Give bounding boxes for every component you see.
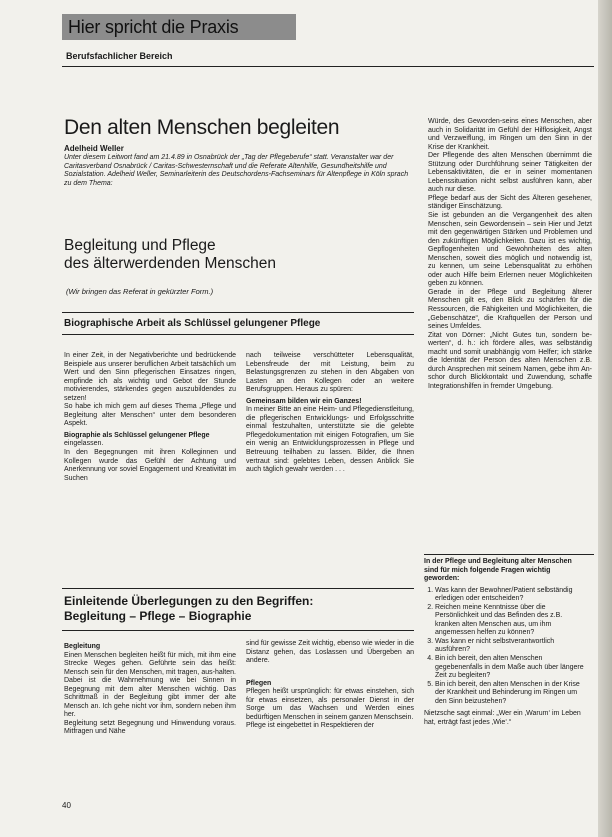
column-1 <box>64 352 236 483</box>
section2-rule <box>62 588 414 589</box>
col1-paragraph: So habe ich mich gern auf dieses Thema „Pflege und Begleitung alter Menschen“ unter dem besonderen Aspekt. <box>64 403 236 428</box>
article-intro: Unter diesem Leitwort fand am 21.4.89 in Osnabrück der „Tag der Pflegeberufe“ statt. Veranstalter war der Caritasverband Osnabrück / Caritas-Schwesternschaft und die Referate Altenhilfe, Gesundheitshilfe und Sozialstation. Adelheid Weller, Seminarleiterin des Deutschordens-Fachseminars für Altenpflege in Köln sprach zu dem Thema: <box>64 154 409 187</box>
col3-paragraph: Pflege bedarf aus der Sicht des Älteren gesehener, ständiger Einschätzung. <box>428 194 592 211</box>
subtitle-line-1: Begleitung und Pflege <box>64 237 216 254</box>
col3-paragraph: Würde, des Geworden-seins eines Menschen, aber auch in Solidarität im Gefühl der Hilflosigkeit, Angst und Verzweiflung, im Ringen um den Sinn in der Krise der Krankheit. <box>428 118 592 151</box>
col3-paragraph: Sie ist gebunden an die Vergangenheit des alten Menschen, sein Gewordensein – sein Hier und Jetzt mit den gegenwärtigen Stärken und Problemen und den zukünftigen Möglichkeiten. Dazu ist es wichtig, Gepflogenheiten und Gewohnheiten des alten Menschen, soweit dies möglich und notwendig ist, zu kennen, um seine Lebensqualität zu erhöhen oder auch Hilfe beim Erlernen neuer Möglichkeiten geben zu können. <box>428 212 592 288</box>
b2-paragraph: sind für gewisse Zeit wichtig, ebenso wie wieder in die Distanz gehen, das Loslassen und Übergeben an andere. <box>246 640 414 665</box>
editor-note: (Wir bringen das Referat in gekürzter Form.) <box>66 287 214 296</box>
b2-paragraph: Pflegen heißt ursprünglich: für etwas einstehen, sich für etwas einsetzen, als personaler Dienst in der Sorge um das Wachsen und Werden eines bedürftigen Menschen in seinem ganzen Menschsein. <box>246 688 414 721</box>
b1-paragraph: Begleitung setzt Begegnung und Hinwendung voraus. Mitfragen und Nähe <box>64 719 236 736</box>
article-title: Den alten Menschen begleiten <box>64 116 340 139</box>
col1-paragraph: In den Begegnungen mit ihren Kolleginnen und Kollegen wurde das Gefühl der Achtung und Anerkennung vor soviel Engagement und Kreativität im Suchen <box>64 449 236 482</box>
b2-subheading: Pflegen <box>246 679 272 687</box>
list-item: 1. Was kann der Bewohner/Patient selbständig erledigen oder entscheiden? <box>435 587 586 604</box>
rubric-label: Berufsfachlicher Bereich <box>66 51 173 61</box>
section1-heading: Biographische Arbeit als Schlüssel gelungener Pflege <box>64 318 321 329</box>
b2-paragraph: Pflege ist eingebettet in Respektieren der <box>246 722 375 730</box>
sidebox <box>424 558 586 727</box>
list-item: 5. Bin ich bereit, den alten Menschen in der Krise der Krankheit und Behinderung im Ringen um den Sinn beizustehen? <box>435 681 586 707</box>
list-item: 2. Reichen meine Kenntnisse über die Persönlichkeit und das Befinden des z.B. kranken alten Menschen aus, um ihm angemessen helfen zu können? <box>435 604 586 638</box>
column-2 <box>246 352 414 475</box>
section2-line-2: Begleitung – Pflege – Biographie <box>64 609 252 623</box>
section2-line-1: Einleitende Überlegungen zu den Begriffen: <box>64 594 314 608</box>
header-rule <box>62 66 594 67</box>
col3-paragraph: Der Pflegende des alten Menschen übernimmt die Stützung oder Durchführung seiner Tätigkeiten der Lebensaktivitäten, die er in seiner momentanen Lebenssituation nicht selbst ausführen kann, aber auch nur diese. <box>428 152 592 194</box>
list-item: 4. Bin ich bereit, den alten Menschen gegebenenfalls in dem Maße auch über längere Zeit zu begleiten? <box>435 655 586 681</box>
b1-subheading: Begleitung <box>64 643 101 650</box>
list-item: 3. Was kann er nicht selbstverantwortlich ausführen? <box>435 638 586 655</box>
article-author: Adelheid Weller <box>64 144 124 153</box>
column-3 <box>428 118 592 392</box>
col3-paragraph: Gerade in der Pflege und Begleitung älterer Menschen gilt es, den Blick zu schärfen für die Ressourcen, die Fähigkeiten und Möglichkeiten, die „Gebenschätze“, die Kraftquellen der Person und seines Umfeldes. <box>428 288 592 331</box>
col2-paragraph: nach teilweise verschütteter Lebensqualität, Lebensfreude der mit Leistung, beim zu Belastungsgrenzen zu stehen in den Abgaben von Lasten an den Kollegen oder an weitere Berufsgruppen. Heraus zu spüren: <box>246 352 414 394</box>
col2-paragraph: In meiner Bitte an eine Heim- und Pflegedienstleitung, die pflegerischen Entwicklungs- und Erfolgsschritte einmal festzuhalten, unterstützte sie die gelebte Pflegedokumentation mit einigen Fotografien, um Sie ein wenig an Entwicklungsprozessen in Pflege und Betreuung teilhaben zu lassen. Bilder, die Ihnen vertraut sind: gelebtes Leben, dessen Anblick Sie auch täglich gewahr werden . . . <box>246 406 414 474</box>
col3-paragraph: Zitat von Dörner: „Nicht Gutes tun, sondern be-werten“, d. h.: ich fördere alles, was selbständig macht und somit unabhängig vom Helfer; ich stärke die Identität der Person des alten Menschen z.B. durch Ansprechen mit seinem Namen, gebe ihm An-schor durch Blickkontakt und Zuwendung, schaffe Integrationshilfen in fremder Umgebung. <box>428 331 592 390</box>
sidebox-quote: Nietzsche sagt einmal: „Wer ein ‚Warum‘ im Leben hat, erträgt fast jedes ‚Wie‘.“ <box>424 710 581 726</box>
article-subtitle <box>64 237 364 273</box>
sidebox-intro: In der Pflege und Begleitung alter Menschen sind für mich folgende Fragen wichtig geworden: <box>424 558 572 583</box>
section-kicker: Hier spricht die Praxis <box>62 14 296 40</box>
column-b2 <box>246 640 414 731</box>
section1-rule <box>62 312 414 313</box>
column-b1 <box>64 640 236 737</box>
b1-paragraph: Einen Menschen begleiten heißt für mich, mit ihm eine Strecke Weges gehen. Geführte sein das heißt: Mensch sein für den Menschen, mit tragen, aus-halten. Dabei ist die Wahrnehmung wie bei Sinnen in Begegnung mit dem alter Menschen wichtig. Das Schrittmaß in der Begleitung gibt immer der alte Mensch an. Ich gehe nicht vor ihm, sondern neben ihm her. <box>64 651 236 719</box>
col2-subheading: Gemeinsam bilden wir ein Ganzes! <box>246 397 362 405</box>
col1-paragraph: In einer Zeit, in der Negativberichte und bedrückende Beispiele aus unserer beruflichen Arbeit tatsächlich um Wert und den Sinn pflegerischen Einsatzes ringen, empfinde ich als wichtig und Gebot der Stunde motivierendes, stärkendes gegen auszubildendes zu setzen! <box>64 352 236 402</box>
section2-heading <box>64 594 364 624</box>
col1-subheading: Biographie als Schlüssel gelungener Pflege <box>64 431 210 439</box>
section2-rule-bottom <box>62 630 414 631</box>
page-number: 40 <box>62 801 71 810</box>
col1-paragraph: eingelassen. <box>64 440 104 448</box>
subtitle-line-2: des älterwerdenden Menschen <box>64 255 276 272</box>
section1-rule-bottom <box>62 334 414 335</box>
page-edge-shadow <box>598 0 612 837</box>
sidebox-questions <box>424 587 586 707</box>
sidebox-rule <box>424 554 594 555</box>
